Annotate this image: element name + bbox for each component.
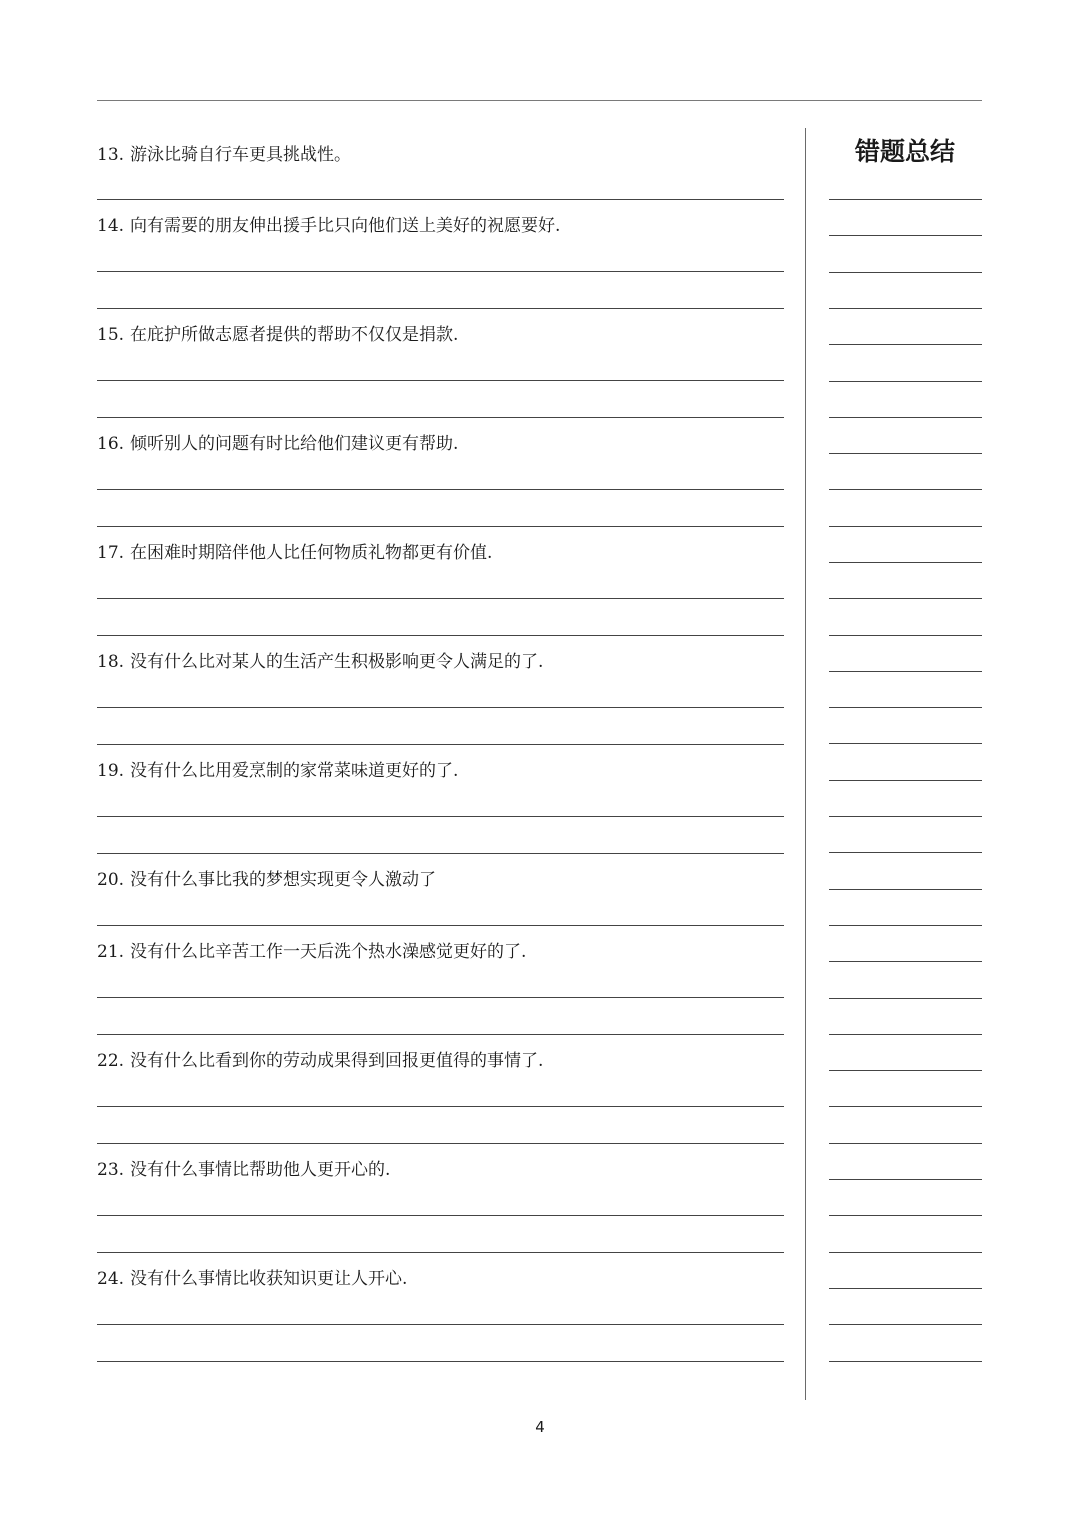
summary-line[interactable] bbox=[829, 598, 982, 599]
question-text: 倾听别人的问题有时比给他们建议更有帮助. bbox=[130, 434, 459, 454]
question-22: 22. 没有什么比看到你的劳动成果得到回报更值得的事情了. bbox=[97, 1051, 544, 1071]
answer-line[interactable] bbox=[97, 1215, 784, 1216]
answer-line[interactable] bbox=[97, 816, 784, 817]
summary-line[interactable] bbox=[829, 1215, 982, 1216]
summary-line[interactable] bbox=[829, 199, 982, 200]
summary-line[interactable] bbox=[829, 961, 982, 962]
question-text: 在庇护所做志愿者提供的帮助不仅仅是捐款. bbox=[130, 325, 459, 345]
question-21: 21. 没有什么比辛苦工作一天后洗个热水澡感觉更好的了. bbox=[97, 942, 527, 962]
mistake-summary-title: 错题总结 bbox=[854, 137, 955, 166]
answer-line[interactable] bbox=[97, 707, 784, 708]
summary-line[interactable] bbox=[829, 1106, 982, 1107]
summary-line[interactable] bbox=[829, 707, 982, 708]
summary-line[interactable] bbox=[829, 671, 982, 672]
answer-line[interactable] bbox=[97, 308, 784, 309]
answer-line[interactable] bbox=[97, 1143, 784, 1144]
summary-line[interactable] bbox=[829, 417, 982, 418]
answer-line[interactable] bbox=[97, 380, 784, 381]
question-23: 23. 没有什么事情比帮助他人更开心的. bbox=[97, 1160, 391, 1180]
answer-line[interactable] bbox=[97, 997, 784, 998]
answer-line[interactable] bbox=[97, 925, 784, 926]
summary-line[interactable] bbox=[829, 1179, 982, 1180]
question-text: 没有什么事情比帮助他人更开心的. bbox=[130, 1160, 391, 1180]
summary-line[interactable] bbox=[829, 308, 982, 309]
question-text: 没有什么比用爱烹制的家常菜味道更好的了. bbox=[130, 761, 459, 781]
summary-line[interactable] bbox=[829, 1143, 982, 1144]
answer-line[interactable] bbox=[97, 598, 784, 599]
column-divider bbox=[805, 128, 806, 1400]
question-18: 18. 没有什么比对某人的生活产生积极影响更令人满足的了. bbox=[97, 652, 544, 672]
question-16: 16. 倾听别人的问题有时比给他们建议更有帮助. bbox=[97, 434, 459, 454]
page-number: 4 bbox=[535, 1418, 545, 1436]
answer-line[interactable] bbox=[97, 853, 784, 854]
question-text: 没有什么比对某人的生活产生积极影响更令人满足的了. bbox=[130, 652, 544, 672]
summary-line[interactable] bbox=[829, 272, 982, 273]
summary-line[interactable] bbox=[829, 381, 982, 382]
question-19: 19. 没有什么比用爱烹制的家常菜味道更好的了. bbox=[97, 761, 459, 781]
summary-line[interactable] bbox=[829, 1288, 982, 1289]
summary-line[interactable] bbox=[829, 1324, 982, 1325]
question-text: 在困难时期陪伴他人比任何物质礼物都更有价值. bbox=[130, 543, 493, 563]
answer-line[interactable] bbox=[97, 1324, 784, 1325]
summary-line[interactable] bbox=[829, 1361, 982, 1362]
question-15: 15. 在庇护所做志愿者提供的帮助不仅仅是捐款. bbox=[97, 325, 459, 345]
answer-line[interactable] bbox=[97, 1106, 784, 1107]
header-rule bbox=[97, 100, 982, 101]
answer-line[interactable] bbox=[97, 526, 784, 527]
summary-line[interactable] bbox=[829, 489, 982, 490]
question-text: 游泳比骑自行车更具挑战性。 bbox=[130, 145, 352, 165]
summary-line[interactable] bbox=[829, 1034, 982, 1035]
answer-line[interactable] bbox=[97, 1252, 784, 1253]
summary-line[interactable] bbox=[829, 743, 982, 744]
answer-line[interactable] bbox=[97, 1361, 784, 1362]
answer-line[interactable] bbox=[97, 417, 784, 418]
answer-line[interactable] bbox=[97, 1034, 784, 1035]
summary-line[interactable] bbox=[829, 925, 982, 926]
answer-line[interactable] bbox=[97, 744, 784, 745]
question-24: 24. 没有什么事情比收获知识更让人开心. bbox=[97, 1269, 408, 1289]
summary-line[interactable] bbox=[829, 852, 982, 853]
question-text: 没有什么比看到你的劳动成果得到回报更值得的事情了. bbox=[130, 1051, 544, 1071]
question-text: 没有什么比辛苦工作一天后洗个热水澡感觉更好的了. bbox=[130, 942, 527, 962]
question-13: 13. 游泳比骑自行车更具挑战性。 bbox=[97, 145, 352, 165]
summary-line[interactable] bbox=[829, 344, 982, 345]
summary-line[interactable] bbox=[829, 453, 982, 454]
answer-line[interactable] bbox=[97, 635, 784, 636]
question-text: 没有什么事比我的梦想实现更令人激动了 bbox=[130, 870, 437, 890]
summary-line[interactable] bbox=[829, 1252, 982, 1253]
question-text: 没有什么事情比收获知识更让人开心. bbox=[130, 1269, 408, 1289]
summary-line[interactable] bbox=[829, 235, 982, 236]
answer-line[interactable] bbox=[97, 489, 784, 490]
summary-line[interactable] bbox=[829, 526, 982, 527]
summary-line[interactable] bbox=[829, 780, 982, 781]
question-20: 20. 没有什么事比我的梦想实现更令人激动了 bbox=[97, 870, 437, 890]
summary-line[interactable] bbox=[829, 998, 982, 999]
question-17: 17. 在困难时期陪伴他人比任何物质礼物都更有价值. bbox=[97, 543, 493, 563]
summary-line[interactable] bbox=[829, 562, 982, 563]
answer-line[interactable] bbox=[97, 271, 784, 272]
summary-line[interactable] bbox=[829, 1070, 982, 1071]
summary-line[interactable] bbox=[829, 635, 982, 636]
question-14: 14. 向有需要的朋友伸出援手比只向他们送上美好的祝愿要好. bbox=[97, 216, 561, 236]
answer-line[interactable] bbox=[97, 199, 784, 200]
summary-line[interactable] bbox=[829, 889, 982, 890]
summary-line[interactable] bbox=[829, 816, 982, 817]
question-text: 向有需要的朋友伸出援手比只向他们送上美好的祝愿要好. bbox=[130, 216, 561, 236]
